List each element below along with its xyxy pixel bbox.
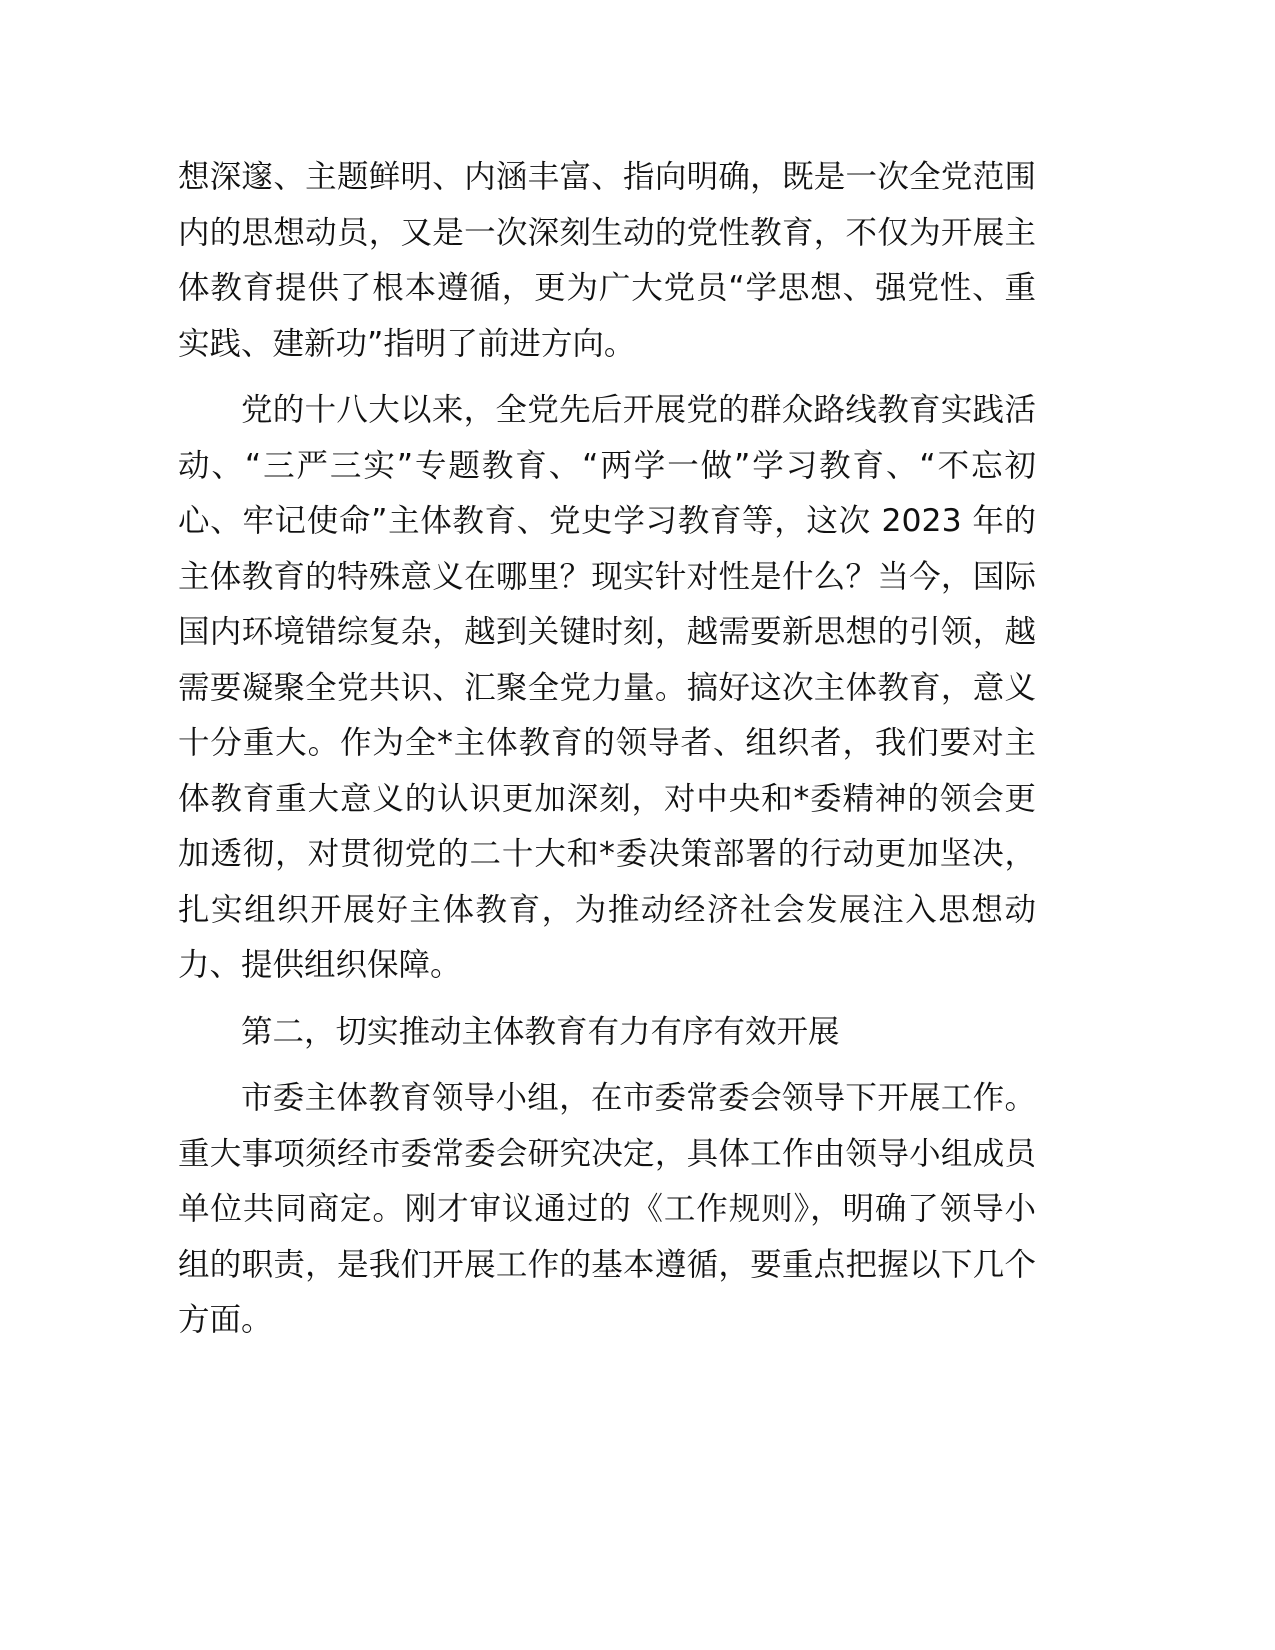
- paragraph-significance: 党的十八大以来，全党先后开展党的群众路线教育实践活动、“三严三实”专题教育、“两学一做”学习教育、“不忘初心、牢记使命”主体教育、党史学习教育等，这次 2023 年的主体教育的特殊意义在哪里？现实针对性是什么？当今，国际国内环境错综复杂，越到关键时刻，越需要新思想的引领，越需要凝聚全党共识、汇聚全党力量。搞好这次主体教育，意义十分重大。作为全*主体教育的领导者、组织者，我们要对主体教育重大意义的认识更加深刻，对中央和*委精神的领会更加透彻，对贯彻党的二十大和*委决策部署的行动更加坚决，扎实组织开展好主体教育，为推动经济社会发展注入思想动力、提供组织保障。: [178, 392, 1036, 983]
- section-heading-second: 第二，切实推动主体教育有力有序有效开展: [241, 1013, 840, 1050]
- document-page: [178, 150, 1036, 1349]
- paragraph-leadership-group: 市委主体教育领导小组，在市委常委会领导下开展工作。重大事项须经市委常委会研究决定，具体工作由领导小组成员单位共同商定。刚才审议通过的《工作规则》，明确了领导小组的职责，是我们开展工作的基本遵循，要重点把握以下几个方面。: [178, 1080, 1036, 1338]
- paragraph-continued: 想深邃、主题鲜明、内涵丰富、指向明确，既是一次全党范围内的思想动员，又是一次深刻生动的党性教育，不仅为开展主体教育提供了根本遵循，更为广大党员“学思想、强党性、重实践、建新功”指明了前进方向。: [178, 159, 1036, 362]
